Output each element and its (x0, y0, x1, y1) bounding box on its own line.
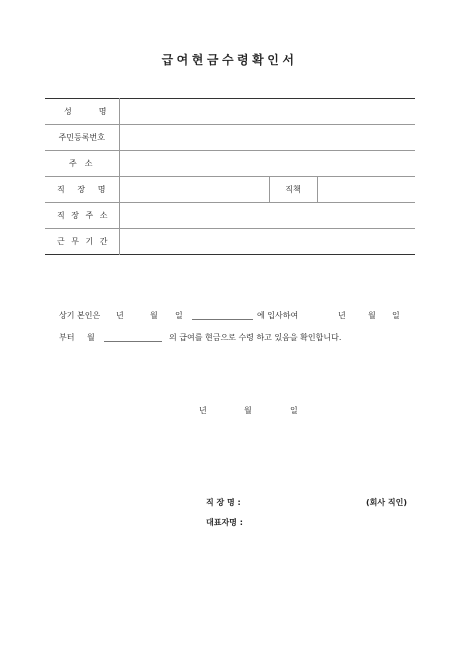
statement-month-2: 월 (368, 311, 376, 320)
workplace-address-label (45, 203, 119, 229)
work-period-label-char-3: 기 (85, 237, 94, 246)
workplace-address-row (45, 203, 415, 229)
name-label-char-2: 명 (98, 107, 107, 116)
workplace-field[interactable] (119, 177, 269, 203)
rrn-label: 주민등록번호 (45, 125, 119, 151)
date-day: 일 (290, 406, 298, 415)
position-field[interactable] (317, 177, 415, 203)
rrn-row (45, 125, 415, 151)
date-year: 년 (199, 406, 207, 415)
position-label: 직책 (269, 177, 317, 203)
work-period-label-char-1: 근 (57, 237, 65, 246)
statement-day-2: 일 (392, 311, 400, 320)
statement-line-1 (59, 310, 400, 321)
workplace-label (45, 177, 119, 203)
statement-from: 부터 (59, 333, 75, 342)
workplace-row (45, 177, 415, 203)
workplace-address-field[interactable] (119, 203, 415, 229)
workplace-label-char-2: 장 (77, 185, 86, 194)
address-row (45, 151, 415, 177)
work-period-field[interactable] (119, 229, 415, 255)
statement-year: 년 (116, 311, 124, 320)
name-label-char-1: 성 (64, 107, 72, 116)
statement-line-2 (59, 332, 342, 343)
name-label (45, 99, 119, 125)
work-period-label-char-4: 간 (99, 237, 108, 246)
company-seal-text: (회사 직인) (366, 498, 408, 507)
workplace-label-char-3: 명 (97, 185, 106, 194)
statement-suffix: 의 급여를 현금으로 수령 하고 있음을 확인합니다. (169, 333, 342, 342)
statement-year-2: 년 (338, 311, 346, 320)
rrn-field[interactable] (119, 125, 415, 151)
join-date-blank[interactable] (192, 313, 253, 320)
document-title: 급여현금수령확인서 (161, 53, 298, 67)
address-field[interactable] (119, 151, 415, 177)
statement-month: 월 (150, 311, 158, 320)
workplace-address-label-char-4: 소 (99, 211, 108, 220)
address-label-char-1: 주 (69, 159, 77, 168)
salary-month-blank[interactable] (104, 335, 162, 342)
work-period-label-char-2: 무 (71, 237, 79, 246)
statement-day: 일 (175, 311, 183, 320)
work-period-row (45, 229, 415, 255)
address-label (45, 151, 119, 177)
address-label-char-2: 소 (84, 159, 93, 168)
name-field[interactable] (119, 99, 415, 125)
statement-joined: 에 입사하여 (257, 311, 299, 320)
work-period-label (45, 229, 119, 255)
statement-prefix: 상기 본인은 (59, 311, 101, 320)
info-form-table (45, 98, 415, 255)
workplace-name-signature-label: 직 장 명 : (206, 498, 241, 507)
workplace-address-label-char-2: 장 (71, 211, 79, 220)
statement-line2-month: 월 (87, 333, 95, 342)
name-row (45, 99, 415, 125)
workplace-label-char-1: 직 (57, 185, 65, 194)
date-month: 월 (244, 406, 252, 415)
workplace-address-label-char-3: 주 (85, 211, 94, 220)
workplace-address-label-char-1: 직 (57, 211, 65, 220)
representative-name-label: 대표자명 : (206, 518, 243, 527)
